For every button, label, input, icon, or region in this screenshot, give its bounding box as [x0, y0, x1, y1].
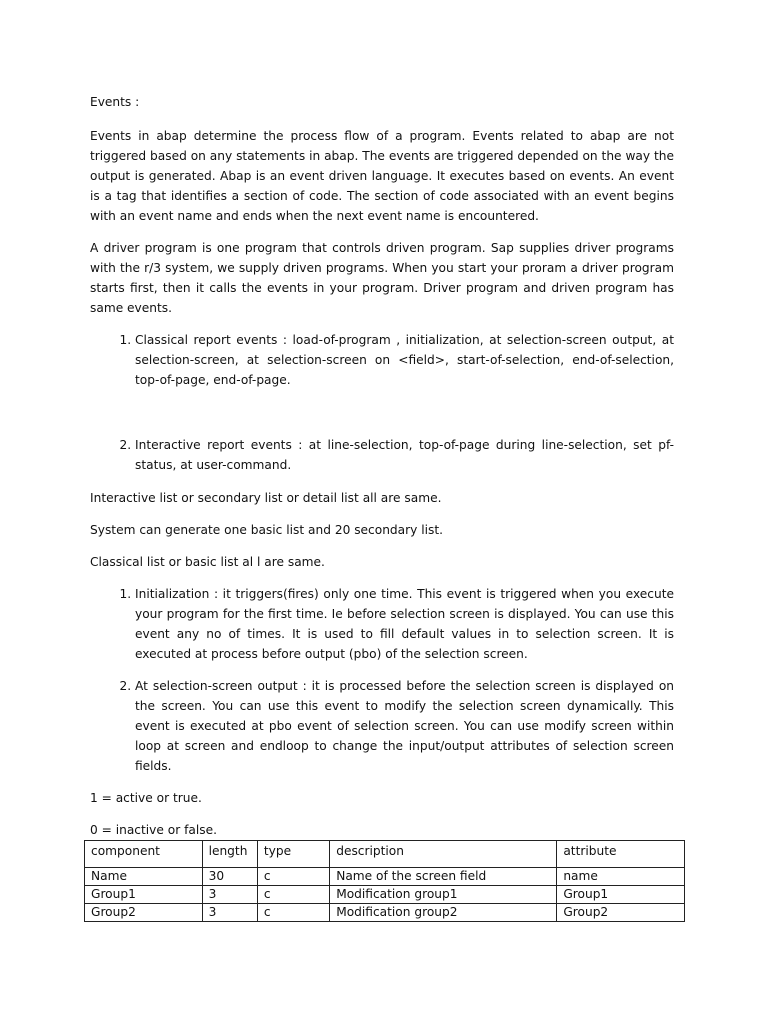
- table-cell: Group1: [85, 886, 203, 904]
- table-cell: Group2: [557, 904, 685, 922]
- report-events-list: [90, 330, 674, 475]
- flag-active: 1 = active or true.: [90, 791, 202, 805]
- list-item: 2. At selection-screen output : it is processed before the selection screen is displayed on the screen. You can use this event to modify the selection screen dynamically. This event is executed at pbo event of selection screen. You can use modify screen within loop at screen and endloop to change the input/output attributes of selection screen fields.: [135, 676, 674, 776]
- table-row: [85, 886, 685, 904]
- table-cell: c: [257, 868, 329, 886]
- table-cell: name: [557, 868, 685, 886]
- table-cell: Modification group1: [330, 886, 557, 904]
- statement: Interactive list or secondary list or detail list all are same.: [90, 491, 442, 505]
- event-details-list: [90, 584, 674, 776]
- table-cell: c: [257, 886, 329, 904]
- table-cell: 30: [202, 868, 257, 886]
- column-header: description: [330, 841, 557, 868]
- flag-inactive: 0 = inactive or false.: [90, 823, 217, 837]
- table-row: [85, 904, 685, 922]
- paragraph-driver-program: A driver program is one program that controls driven program. Sap supplies driver programs with the r/3 system, we supply driven programs. When you start your proram a driver program starts first, then it calls the events in your program. Driver program and driven program has same events.: [90, 241, 674, 315]
- column-header: component: [85, 841, 203, 868]
- table-cell: 3: [202, 886, 257, 904]
- document-body: [90, 92, 674, 840]
- paragraph-events-intro: Events in abap determine the process flow of a program. Events related to abap are not triggered based on any statements in abap. The events are triggered depended on the way the output is generated. Abap is an event driven language. It executes based on events. An event is a tag that identifies a section of code. The section of code associated with an event begins with an event name and ends when the next event name is encountered.: [90, 129, 674, 223]
- table-cell: Modification group2: [330, 904, 557, 922]
- section-heading: Events :: [90, 95, 140, 109]
- table-header-row: [85, 841, 685, 868]
- list-item: 1. Classical report events : load-of-program , initialization, at selection-screen output, at selection-screen, at selection-screen on <field>, start-of-selection, end-of-selection, top-of-page, end-of-page.: [135, 330, 674, 390]
- list-item: 1. Initialization : it triggers(fires) only one time. This event is triggered when you execute your program for the first time. Ie before selection screen is displayed. You can use this event any no of times. It is used to fill default values in to selection screen. It is executed at process before output (pbo) of the selection screen.: [135, 584, 674, 664]
- statement: System can generate one basic list and 20 secondary list.: [90, 523, 444, 537]
- statement: Classical list or basic list al l are same.: [90, 555, 325, 569]
- table-cell: 3: [202, 904, 257, 922]
- column-header: type: [257, 841, 329, 868]
- column-header: attribute: [557, 841, 685, 868]
- table-cell: c: [257, 904, 329, 922]
- table-cell: Name: [85, 868, 203, 886]
- table-cell: Group2: [85, 904, 203, 922]
- column-header: length: [202, 841, 257, 868]
- screen-fields-table: [84, 840, 685, 922]
- table-row: [85, 868, 685, 886]
- list-item: 2. Interactive report events : at line-selection, top-of-page during line-selection, set pf-status, at user-command.: [135, 435, 674, 475]
- table-cell: Group1: [557, 886, 685, 904]
- table-cell: Name of the screen field: [330, 868, 557, 886]
